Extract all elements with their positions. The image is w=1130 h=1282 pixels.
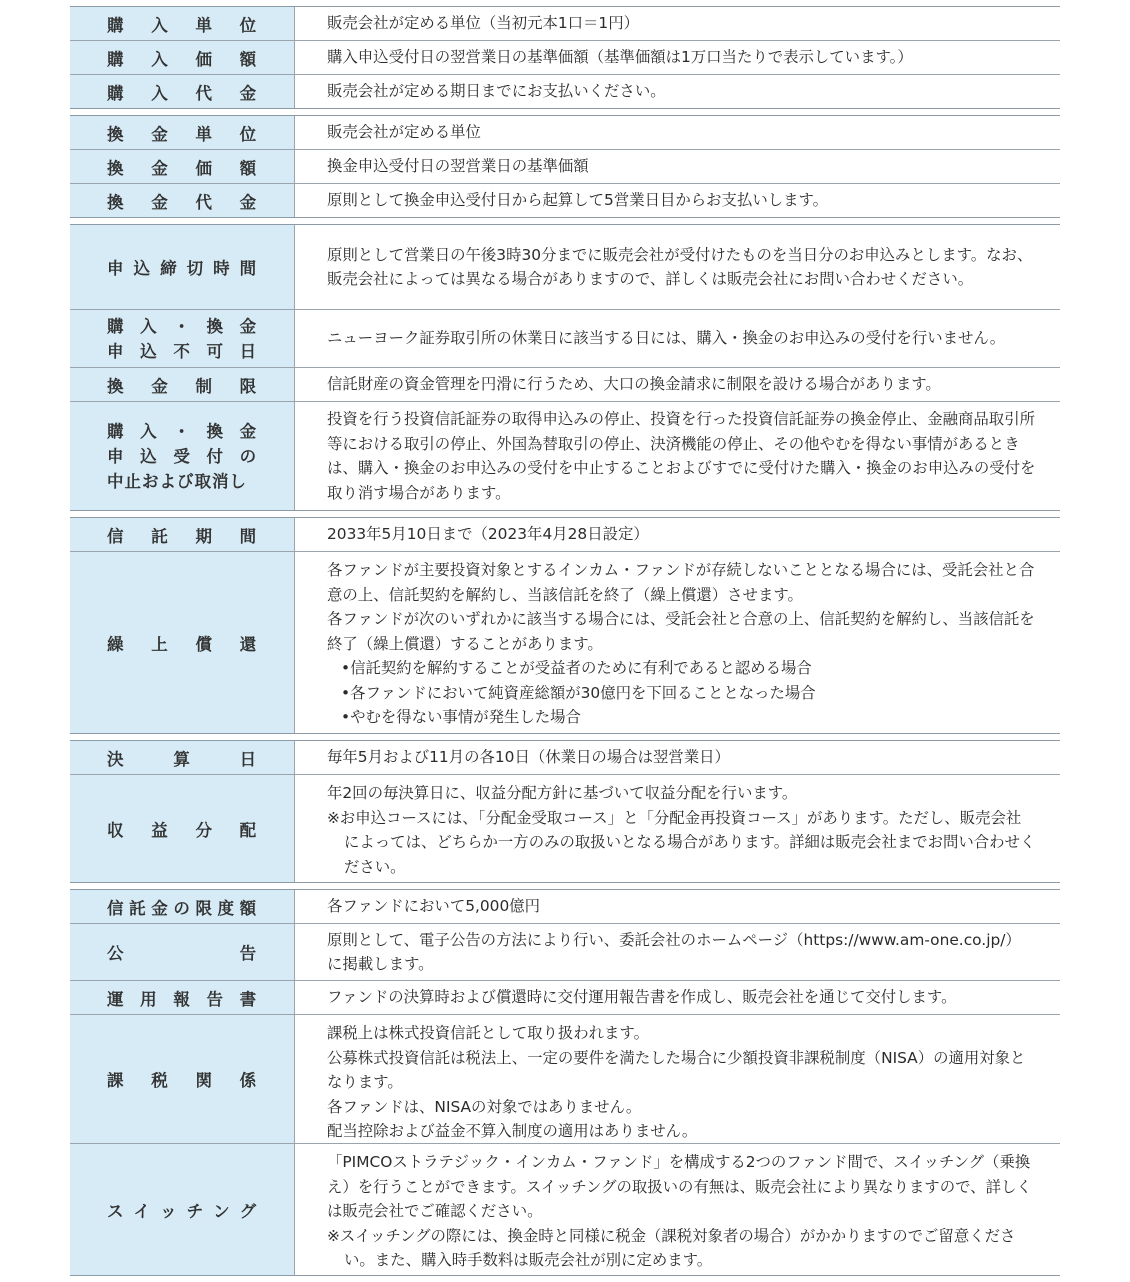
row-label-text: 換 金 価 額 bbox=[107, 158, 257, 178]
row-label bbox=[70, 184, 295, 217]
value-paragraph: 投資を行う投資信託証券の取得申込みの停止、投資を行った投資信託証券の換金停止、金融商品取引所等における取引の停止、外国為替取引の停止、決済機能の停止、その他やむを得ない事情があるときは、購入・換金のお申込みの受付を中止することおよびすでに受付けた購入・換金のお申込みの受付を取り消す場合があります。 bbox=[327, 410, 1036, 502]
row-label-line: 申 込 不 可 日 bbox=[107, 341, 257, 361]
table-group bbox=[70, 115, 1060, 218]
table-group bbox=[70, 6, 1060, 109]
value-paragraph: 各ファンドは、NISAの対象ではありません。 bbox=[327, 1097, 642, 1116]
row-label-text: 信 託 期 間 bbox=[107, 526, 257, 546]
row-label bbox=[70, 402, 295, 510]
value-paragraph: 「PIMCOストラテジック・インカム・ファンド」を構成する2つのファンド間で、スイッチング（乗換え）を行うことができます。スイッチングの取扱いの有無は、販売会社により異なりますので、詳しくは販売会社でご確認ください。 bbox=[327, 1153, 1032, 1220]
value-paragraph: 販売会社が定める単位 bbox=[327, 123, 481, 142]
row-label bbox=[70, 368, 295, 401]
table-row bbox=[70, 150, 1060, 184]
value-paragraph: 各ファンドにおいて5,000億円 bbox=[327, 897, 541, 916]
row-label bbox=[70, 7, 295, 40]
row-label bbox=[70, 981, 295, 1014]
row-value bbox=[295, 150, 1060, 183]
table-group bbox=[70, 224, 1060, 511]
row-label-text: 申 込 締 切 時 間 bbox=[107, 259, 257, 278]
value-paragraph: 原則として換金申込受付日から起算して5営業日目からお支払いします。 bbox=[327, 191, 829, 210]
value-bullet: •各ファンドにおいて純資産総額が30億円を下回ることとなった場合 bbox=[341, 683, 816, 702]
table-row bbox=[70, 116, 1060, 150]
row-label bbox=[70, 552, 295, 733]
table-row bbox=[70, 225, 1060, 310]
row-label bbox=[70, 518, 295, 551]
value-paragraph: 配当控除および益金不算入制度の適用はありません。 bbox=[327, 1122, 698, 1140]
table-group bbox=[70, 889, 1060, 1276]
table-row bbox=[70, 890, 1060, 924]
row-label-text: 公 告 bbox=[107, 944, 257, 963]
row-label bbox=[70, 116, 295, 149]
row-label bbox=[70, 775, 295, 882]
table-row bbox=[70, 981, 1060, 1015]
value-note: ※お申込コースには、「分配金受取コース」と「分配金再投資コース」があります。ただし、販売会社によっては、どちらか一方のみの取扱いとなる場合があります。詳細は販売会社までお問い合わせください。 bbox=[327, 808, 1036, 876]
row-label-line: 申 込 受 付 の bbox=[107, 446, 257, 466]
row-value bbox=[295, 368, 1060, 401]
row-label bbox=[70, 75, 295, 108]
value-paragraph: 信託財産の資金管理を円滑に行うため、大口の換金請求に制限を設ける場合があります。 bbox=[327, 375, 941, 394]
row-label-text: 信 託 金 の 限 度 額 bbox=[107, 898, 257, 918]
row-label bbox=[70, 225, 295, 309]
value-paragraph: 原則として、電子公告の方法により行い、委託会社のホームページ（https://www.am-one.co.jp/）に掲載します。 bbox=[327, 930, 1021, 973]
value-paragraph: 課税上は株式投資信託として取り扱われます。 bbox=[327, 1024, 649, 1042]
value-paragraph: 2033年5月10日まで（2023年4月28日設定） bbox=[327, 525, 649, 544]
row-label bbox=[70, 1144, 295, 1275]
row-label-text: ス イ ッ チ ン グ bbox=[107, 1201, 257, 1221]
value-paragraph: 原則として営業日の午後3時30分までに販売会社が受付けたものを当日分のお申込みとします。なお、販売会社によっては異なる場合がありますので、詳しくは販売会社にお問い合わせください。 bbox=[327, 245, 1033, 288]
value-paragraph: 公募株式投資信託は税法上、一定の要件を満たした場合に少額投資非課税制度（NISA）の適用対象となります。 bbox=[327, 1048, 1026, 1091]
row-label bbox=[70, 41, 295, 74]
row-value bbox=[295, 7, 1060, 40]
row-value bbox=[295, 225, 1060, 309]
value-paragraph: ファンドの決算時および償還時に交付運用報告書を作成し、販売会社を通じて交付します。 bbox=[327, 988, 957, 1007]
value-note: ※スイッチングの際には、換金時と同様に税金（課税対象者の場合）がかかりますのでご留意ください。また、購入時手数料は販売会社が別に定めます。 bbox=[327, 1226, 1016, 1269]
row-value bbox=[295, 775, 1060, 882]
row-label bbox=[70, 741, 295, 774]
table-row bbox=[70, 310, 1060, 368]
value-paragraph: 販売会社が定める期日までにお支払いください。 bbox=[327, 82, 666, 101]
row-label-text: 繰 上 償 還 bbox=[107, 634, 257, 654]
table-row bbox=[70, 552, 1060, 733]
row-label-line: 購 入 ・ 換 金 bbox=[107, 316, 257, 336]
value-paragraph: 販売会社が定める単位（当初元本1口＝1円） bbox=[327, 14, 640, 33]
row-value bbox=[295, 184, 1060, 217]
row-value bbox=[295, 1144, 1060, 1275]
row-value bbox=[295, 402, 1060, 510]
row-label-line: 中止および取消し bbox=[107, 471, 247, 491]
table-row bbox=[70, 1144, 1060, 1275]
value-paragraph: 購入申込受付日の翌営業日の基準価額（基準価額は1万口当たりで表示しています。） bbox=[327, 48, 913, 67]
row-label-text: 収 益 分 配 bbox=[107, 820, 257, 840]
row-label bbox=[70, 150, 295, 183]
table-group bbox=[70, 517, 1060, 734]
row-label-line: 購 入 ・ 換 金 bbox=[107, 421, 257, 441]
value-bullet: •やむを得ない事情が発生した場合 bbox=[341, 708, 581, 726]
table-row bbox=[70, 924, 1060, 981]
value-paragraph: 換金申込受付日の翌営業日の基準価額 bbox=[327, 157, 589, 176]
row-label-text: 換 金 単 位 bbox=[107, 124, 257, 144]
value-paragraph: 毎年5月および11月の各10日（休業日の場合は翌営業日） bbox=[327, 748, 730, 767]
row-value bbox=[295, 981, 1060, 1014]
row-value bbox=[295, 924, 1060, 980]
table-row bbox=[70, 7, 1060, 41]
table-row bbox=[70, 184, 1060, 217]
row-label bbox=[70, 924, 295, 980]
value-paragraph: 各ファンドが主要投資対象とするインカム・ファンドが存続しないこととなる場合には、受託会社と合意の上、信託契約を解約し、当該信託を終了（繰上償還）させます。 bbox=[327, 561, 1035, 604]
row-label-text: 換 金 代 金 bbox=[107, 192, 257, 212]
row-label-text: 購 入 単 位 bbox=[107, 15, 257, 35]
row-label-text: 購 入 価 額 bbox=[107, 49, 257, 69]
row-label-text: 運 用 報 告 書 bbox=[107, 989, 257, 1009]
value-paragraph: ニューヨーク証券取引所の休業日に該当する日には、購入・換金のお申込みの受付を行いません。 bbox=[327, 329, 1006, 348]
row-label bbox=[70, 310, 295, 367]
row-value bbox=[295, 1015, 1060, 1143]
row-value bbox=[295, 741, 1060, 774]
table-row bbox=[70, 775, 1060, 882]
value-paragraph: 各ファンドが次のいずれかに該当する場合には、受託会社と合意の上、信託契約を解約し、当該信託を終了（繰上償還）することがあります。 bbox=[327, 610, 1035, 653]
row-label-text: 課 税 関 係 bbox=[107, 1071, 257, 1090]
row-value bbox=[295, 310, 1060, 367]
table-row bbox=[70, 41, 1060, 75]
row-label-text: 換 金 制 限 bbox=[107, 376, 257, 396]
table-group bbox=[70, 740, 1060, 883]
table-row bbox=[70, 402, 1060, 510]
row-label bbox=[70, 890, 295, 923]
row-label-text: 決 算 日 bbox=[107, 749, 257, 769]
table-row bbox=[70, 1015, 1060, 1144]
row-label-text: 購 入 代 金 bbox=[107, 83, 257, 103]
table-row bbox=[70, 518, 1060, 552]
row-label bbox=[70, 1015, 295, 1143]
fund-terms-table bbox=[70, 6, 1060, 1282]
value-bullet: •信託契約を解約することが受益者のために有利であると認める場合 bbox=[341, 659, 812, 677]
row-value bbox=[295, 41, 1060, 74]
row-value bbox=[295, 518, 1060, 551]
table-row bbox=[70, 75, 1060, 108]
value-paragraph: 年2回の毎決算日に、収益分配方針に基づいて収益分配を行います。 bbox=[327, 784, 798, 802]
table-row bbox=[70, 368, 1060, 402]
row-value bbox=[295, 116, 1060, 149]
table-row bbox=[70, 741, 1060, 775]
row-value bbox=[295, 75, 1060, 108]
row-value bbox=[295, 890, 1060, 923]
row-value bbox=[295, 552, 1060, 733]
